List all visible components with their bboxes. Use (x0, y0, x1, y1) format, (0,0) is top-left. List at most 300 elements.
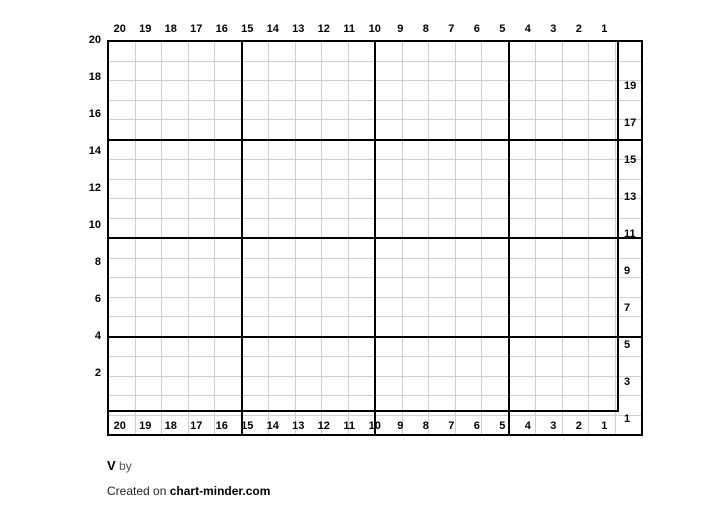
grid-cell[interactable] (162, 100, 189, 120)
grid-cell[interactable] (562, 199, 589, 219)
grid-cell[interactable] (348, 140, 375, 160)
grid-cell[interactable] (242, 376, 269, 396)
grid-cell[interactable] (509, 376, 536, 396)
grid-cell[interactable] (242, 61, 269, 81)
grid-cell[interactable] (482, 41, 509, 61)
grid-cell[interactable] (562, 160, 589, 180)
grid-cell[interactable] (589, 297, 616, 317)
grid-cell[interactable] (348, 376, 375, 396)
grid-cell[interactable] (375, 218, 402, 238)
grid-cell[interactable] (242, 297, 269, 317)
grid-cell[interactable] (215, 41, 242, 61)
grid-cell[interactable] (536, 100, 563, 120)
grid-cell[interactable] (108, 218, 135, 238)
grid-cell[interactable] (295, 297, 322, 317)
grid-cell[interactable] (135, 297, 162, 317)
grid-cell[interactable] (295, 337, 322, 357)
grid-cell[interactable] (162, 317, 189, 337)
grid-cell[interactable] (402, 81, 429, 101)
grid-cell[interactable] (509, 100, 536, 120)
grid-cell[interactable] (562, 100, 589, 120)
grid-cell[interactable] (108, 238, 135, 258)
grid-cell[interactable] (322, 120, 349, 140)
grid-cell[interactable] (375, 297, 402, 317)
grid-cell[interactable] (269, 337, 296, 357)
grid-cell[interactable] (135, 41, 162, 61)
grid-cell[interactable] (482, 120, 509, 140)
grid-cell[interactable] (589, 396, 616, 416)
grid-cell[interactable] (242, 160, 269, 180)
grid-cell[interactable] (429, 258, 456, 278)
grid-cell[interactable] (135, 61, 162, 81)
grid-cell[interactable] (375, 357, 402, 377)
grid-cell[interactable] (188, 179, 215, 199)
grid-cell[interactable] (429, 376, 456, 396)
grid-cell[interactable] (589, 357, 616, 377)
grid-cell[interactable] (322, 297, 349, 317)
grid-cell[interactable] (536, 61, 563, 81)
grid-cell[interactable] (215, 100, 242, 120)
grid-cell[interactable] (589, 317, 616, 337)
grid-cell[interactable] (108, 258, 135, 278)
grid-cell[interactable] (108, 317, 135, 337)
grid-cell[interactable] (215, 337, 242, 357)
grid-cell[interactable] (375, 258, 402, 278)
grid-cell[interactable] (402, 120, 429, 140)
grid-cell[interactable] (455, 238, 482, 258)
grid-cell[interactable] (536, 238, 563, 258)
grid-cell[interactable] (429, 61, 456, 81)
grid-cell[interactable] (509, 396, 536, 416)
grid-cell[interactable] (348, 357, 375, 377)
grid-cell[interactable] (375, 160, 402, 180)
grid-cell[interactable] (242, 317, 269, 337)
grid-cell[interactable] (375, 238, 402, 258)
grid-cell[interactable] (536, 337, 563, 357)
grid-cell[interactable] (135, 238, 162, 258)
grid-cell[interactable] (375, 396, 402, 416)
grid-cell[interactable] (429, 41, 456, 61)
grid-cell[interactable] (348, 61, 375, 81)
grid-cell[interactable] (562, 238, 589, 258)
grid-cell[interactable] (455, 81, 482, 101)
grid-cell[interactable] (188, 258, 215, 278)
grid-cell[interactable] (589, 41, 616, 61)
grid-cell[interactable] (402, 238, 429, 258)
grid-cell[interactable] (242, 258, 269, 278)
grid-cell[interactable] (162, 179, 189, 199)
grid-cell[interactable] (269, 160, 296, 180)
grid-cell[interactable] (135, 317, 162, 337)
grid-cell[interactable] (429, 297, 456, 317)
grid-cell[interactable] (509, 179, 536, 199)
grid-cell[interactable] (295, 179, 322, 199)
grid-cell[interactable] (429, 120, 456, 140)
grid-cell[interactable] (562, 337, 589, 357)
grid-cell[interactable] (562, 376, 589, 396)
grid-cell[interactable] (402, 357, 429, 377)
grid-cell[interactable] (188, 297, 215, 317)
grid-cell[interactable] (536, 41, 563, 61)
grid-cell[interactable] (348, 396, 375, 416)
grid-cell[interactable] (509, 81, 536, 101)
grid-cell[interactable] (108, 337, 135, 357)
grid-cell[interactable] (375, 140, 402, 160)
grid-cell[interactable] (242, 218, 269, 238)
grid-cell[interactable] (162, 120, 189, 140)
grid-cell[interactable] (295, 140, 322, 160)
grid-cell[interactable] (322, 357, 349, 377)
grid-cell[interactable] (242, 179, 269, 199)
grid-cell[interactable] (108, 140, 135, 160)
grid-cell[interactable] (536, 81, 563, 101)
grid-cell[interactable] (188, 218, 215, 238)
grid-cell[interactable] (188, 160, 215, 180)
grid-cell[interactable] (375, 179, 402, 199)
grid-cell[interactable] (482, 199, 509, 219)
grid-cell[interactable] (536, 199, 563, 219)
grid-cell[interactable] (429, 218, 456, 238)
grid-cell[interactable] (322, 337, 349, 357)
grid-cell[interactable] (242, 100, 269, 120)
grid-cell[interactable] (322, 179, 349, 199)
grid-cell[interactable] (429, 337, 456, 357)
grid-cell[interactable] (135, 179, 162, 199)
grid-cell[interactable] (429, 317, 456, 337)
grid-cell[interactable] (135, 258, 162, 278)
grid-cell[interactable] (242, 199, 269, 219)
grid-cell[interactable] (589, 199, 616, 219)
grid-cell[interactable] (455, 100, 482, 120)
grid-cell[interactable] (322, 396, 349, 416)
grid-cell[interactable] (402, 258, 429, 278)
grid-cell[interactable] (402, 140, 429, 160)
grid-cell[interactable] (536, 278, 563, 298)
grid-cell[interactable] (509, 120, 536, 140)
grid-cell[interactable] (242, 337, 269, 357)
grid-cell[interactable] (242, 140, 269, 160)
grid-cell[interactable] (108, 179, 135, 199)
grid-cell[interactable] (162, 238, 189, 258)
grid-cell[interactable] (482, 179, 509, 199)
grid-cell[interactable] (455, 278, 482, 298)
grid-cell[interactable] (482, 278, 509, 298)
grid-cell[interactable] (269, 376, 296, 396)
grid-cell[interactable] (536, 317, 563, 337)
grid-cell[interactable] (215, 396, 242, 416)
grid-cell[interactable] (348, 160, 375, 180)
grid-cell[interactable] (429, 396, 456, 416)
grid-cell[interactable] (562, 278, 589, 298)
grid-cell[interactable] (295, 100, 322, 120)
grid-cell[interactable] (135, 160, 162, 180)
grid-cell[interactable] (242, 396, 269, 416)
grid-cell[interactable] (562, 396, 589, 416)
grid-cell[interactable] (509, 160, 536, 180)
grid-cell[interactable] (455, 376, 482, 396)
grid-cell[interactable] (322, 199, 349, 219)
grid-cell[interactable] (536, 179, 563, 199)
grid-cell[interactable] (242, 238, 269, 258)
grid-cell[interactable] (135, 376, 162, 396)
grid-cell[interactable] (295, 317, 322, 337)
grid-cell[interactable] (402, 278, 429, 298)
grid-cell[interactable] (536, 160, 563, 180)
grid-cell[interactable] (482, 376, 509, 396)
grid-cell[interactable] (509, 357, 536, 377)
grid-cell[interactable] (348, 297, 375, 317)
grid-cell[interactable] (429, 199, 456, 219)
grid-cell[interactable] (162, 160, 189, 180)
grid-cell[interactable] (482, 396, 509, 416)
grid-cell[interactable] (482, 297, 509, 317)
grid-cell[interactable] (589, 61, 616, 81)
grid-cell[interactable] (589, 160, 616, 180)
grid-cell[interactable] (589, 376, 616, 396)
grid-cell[interactable] (562, 81, 589, 101)
grid-cell[interactable] (295, 160, 322, 180)
grid-cell[interactable] (215, 160, 242, 180)
grid-cell[interactable] (269, 297, 296, 317)
grid-cell[interactable] (242, 41, 269, 61)
grid-cell[interactable] (375, 199, 402, 219)
grid-cell[interactable] (215, 376, 242, 396)
grid-cell[interactable] (108, 81, 135, 101)
grid-cell[interactable] (402, 199, 429, 219)
grid-cell[interactable] (322, 160, 349, 180)
grid-cell[interactable] (589, 140, 616, 160)
grid-cell[interactable] (482, 61, 509, 81)
grid-cell[interactable] (562, 258, 589, 278)
grid-cell[interactable] (509, 258, 536, 278)
grid-cell[interactable] (455, 179, 482, 199)
grid-cell[interactable] (402, 317, 429, 337)
grid-cell[interactable] (589, 337, 616, 357)
grid-cell[interactable] (536, 218, 563, 238)
grid-cell[interactable] (188, 120, 215, 140)
grid-cell[interactable] (188, 100, 215, 120)
grid-cell[interactable] (295, 238, 322, 258)
grid-cell[interactable] (269, 100, 296, 120)
grid-cell[interactable] (402, 61, 429, 81)
grid-cell[interactable] (188, 41, 215, 61)
grid-cell[interactable] (375, 100, 402, 120)
grid-cell[interactable] (162, 81, 189, 101)
grid-cell[interactable] (295, 120, 322, 140)
grid-cell[interactable] (215, 81, 242, 101)
grid-cell[interactable] (589, 218, 616, 238)
grid-cell[interactable] (589, 100, 616, 120)
grid-cell[interactable] (536, 120, 563, 140)
grid-cell[interactable] (482, 258, 509, 278)
grid-cell[interactable] (562, 61, 589, 81)
grid-cell[interactable] (162, 258, 189, 278)
grid-cell[interactable] (295, 81, 322, 101)
grid-cell[interactable] (348, 337, 375, 357)
grid-cell[interactable] (536, 140, 563, 160)
grid-cell[interactable] (455, 337, 482, 357)
grid-cell[interactable] (375, 81, 402, 101)
grid-cell[interactable] (589, 120, 616, 140)
grid-cell[interactable] (322, 376, 349, 396)
grid-cell[interactable] (269, 357, 296, 377)
grid-cell[interactable] (375, 278, 402, 298)
grid-cell[interactable] (455, 317, 482, 337)
grid-cell[interactable] (348, 199, 375, 219)
grid-cell[interactable] (108, 41, 135, 61)
grid-cell[interactable] (455, 357, 482, 377)
grid-cell[interactable] (188, 61, 215, 81)
grid-cell[interactable] (135, 140, 162, 160)
grid-cell[interactable] (108, 376, 135, 396)
grid-table[interactable] (107, 40, 643, 436)
grid-cell[interactable] (402, 218, 429, 238)
grid-cell[interactable] (562, 120, 589, 140)
grid-cell[interactable] (135, 337, 162, 357)
grid-cell[interactable] (269, 278, 296, 298)
grid-cell[interactable] (188, 278, 215, 298)
grid-cell[interactable] (322, 100, 349, 120)
grid-cell[interactable] (348, 218, 375, 238)
grid-cell[interactable] (322, 61, 349, 81)
grid-cell[interactable] (108, 297, 135, 317)
grid-cell[interactable] (215, 238, 242, 258)
grid-cell[interactable] (188, 238, 215, 258)
grid-cell[interactable] (509, 199, 536, 219)
grid-cell[interactable] (482, 218, 509, 238)
grid-cell[interactable] (269, 396, 296, 416)
grid-cell[interactable] (162, 278, 189, 298)
grid-cell[interactable] (162, 376, 189, 396)
grid-cell[interactable] (348, 278, 375, 298)
grid-cell[interactable] (322, 238, 349, 258)
grid-cell[interactable] (295, 199, 322, 219)
grid-cell[interactable] (482, 357, 509, 377)
grid-cell[interactable] (215, 120, 242, 140)
grid-cell[interactable] (509, 238, 536, 258)
grid-cell[interactable] (188, 140, 215, 160)
grid-cell[interactable] (162, 199, 189, 219)
grid-cell[interactable] (215, 357, 242, 377)
grid-cell[interactable] (482, 317, 509, 337)
grid-cell[interactable] (429, 140, 456, 160)
grid-cell[interactable] (135, 278, 162, 298)
grid-cell[interactable] (135, 199, 162, 219)
grid-cell[interactable] (269, 61, 296, 81)
grid-cell[interactable] (188, 376, 215, 396)
grid-cell[interactable] (536, 258, 563, 278)
grid-cell[interactable] (509, 317, 536, 337)
grid-cell[interactable] (295, 357, 322, 377)
grid-cell[interactable] (348, 258, 375, 278)
grid-cell[interactable] (108, 100, 135, 120)
grid-cell[interactable] (108, 199, 135, 219)
grid-cell[interactable] (455, 199, 482, 219)
grid-cell[interactable] (375, 376, 402, 396)
grid-cell[interactable] (536, 297, 563, 317)
grid-cell[interactable] (509, 337, 536, 357)
grid-cell[interactable] (188, 396, 215, 416)
grid-cell[interactable] (135, 396, 162, 416)
grid-cell[interactable] (242, 357, 269, 377)
grid-cell[interactable] (215, 61, 242, 81)
grid-cell[interactable] (402, 297, 429, 317)
grid-cell[interactable] (402, 160, 429, 180)
grid-cell[interactable] (162, 218, 189, 238)
grid-cell[interactable] (482, 337, 509, 357)
grid-cell[interactable] (536, 396, 563, 416)
grid-cell[interactable] (322, 258, 349, 278)
grid-cell[interactable] (295, 278, 322, 298)
grid-cell[interactable] (295, 218, 322, 238)
grid-cell[interactable] (215, 258, 242, 278)
grid-cell[interactable] (375, 120, 402, 140)
grid-cell[interactable] (269, 317, 296, 337)
grid-cell[interactable] (295, 396, 322, 416)
grid-cell[interactable] (589, 278, 616, 298)
grid-cell[interactable] (162, 297, 189, 317)
grid-cell[interactable] (402, 396, 429, 416)
grid-cell[interactable] (135, 357, 162, 377)
grid-cell[interactable] (108, 61, 135, 81)
grid-cell[interactable] (348, 317, 375, 337)
grid-cell[interactable] (215, 218, 242, 238)
grid-cell[interactable] (455, 297, 482, 317)
grid-cell[interactable] (455, 396, 482, 416)
grid-cell[interactable] (135, 120, 162, 140)
grid-cell[interactable] (215, 297, 242, 317)
grid-cell[interactable] (536, 376, 563, 396)
grid-cell[interactable] (402, 100, 429, 120)
grid-cell[interactable] (562, 317, 589, 337)
grid-cell[interactable] (269, 218, 296, 238)
grid-cell[interactable] (429, 238, 456, 258)
grid-cell[interactable] (322, 140, 349, 160)
grid-cell[interactable] (348, 41, 375, 61)
grid-cell[interactable] (348, 120, 375, 140)
grid-cell[interactable] (482, 238, 509, 258)
grid-cell[interactable] (108, 396, 135, 416)
grid-cell[interactable] (242, 81, 269, 101)
grid-cell[interactable] (188, 317, 215, 337)
grid-cell[interactable] (375, 41, 402, 61)
grid-cell[interactable] (455, 258, 482, 278)
grid-cell[interactable] (562, 140, 589, 160)
grid-cell[interactable] (429, 179, 456, 199)
grid-cell[interactable] (135, 100, 162, 120)
grid-cell[interactable] (589, 179, 616, 199)
grid-cell[interactable] (482, 81, 509, 101)
grid-cell[interactable] (162, 357, 189, 377)
grid-cell[interactable] (269, 258, 296, 278)
grid-cell[interactable] (188, 357, 215, 377)
grid-cell[interactable] (269, 81, 296, 101)
grid-cell[interactable] (348, 81, 375, 101)
grid-cell[interactable] (108, 120, 135, 140)
grid-cell[interactable] (509, 278, 536, 298)
grid-cell[interactable] (562, 41, 589, 61)
grid-cell[interactable] (455, 218, 482, 238)
grid-cell[interactable] (322, 81, 349, 101)
grid-cell[interactable] (402, 376, 429, 396)
grid-cell[interactable] (108, 160, 135, 180)
grid-cell[interactable] (215, 199, 242, 219)
grid-cell[interactable] (455, 140, 482, 160)
grid-cell[interactable] (215, 179, 242, 199)
grid-cell[interactable] (455, 120, 482, 140)
grid-cell[interactable] (242, 278, 269, 298)
grid-cell[interactable] (455, 61, 482, 81)
